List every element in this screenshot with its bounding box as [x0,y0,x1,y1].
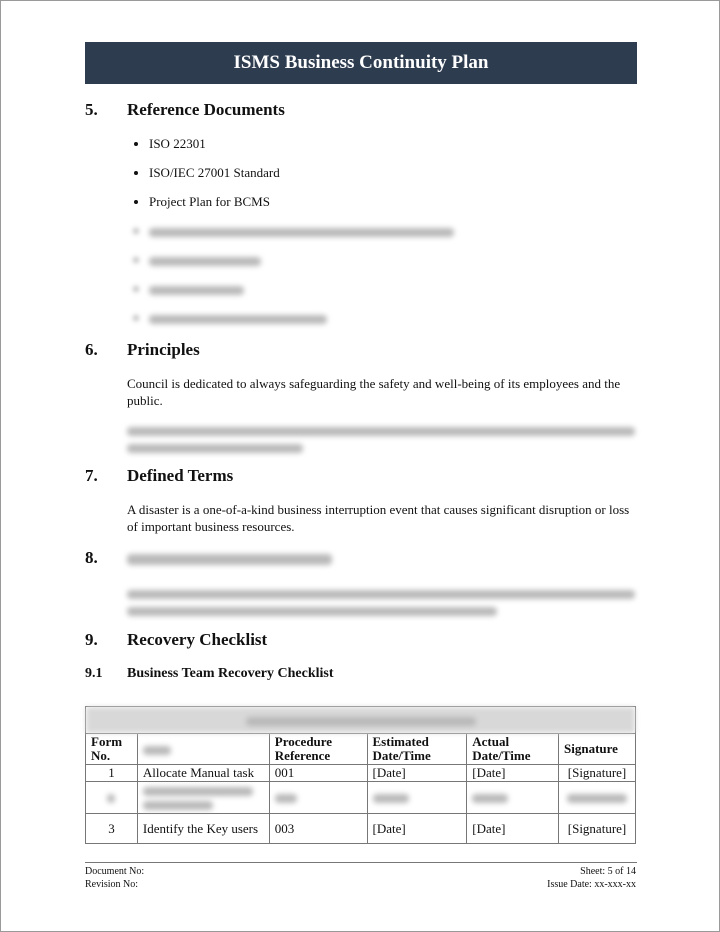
recovery-checklist-table [85,706,636,844]
subsection-9-1-heading [85,666,334,682]
estimated-date-cell: [Date] [367,814,467,844]
form-no-cell: 1 [86,765,138,782]
signature-cell: [Signature] [559,814,636,844]
section-9-heading [85,630,267,650]
blurred-table-caption [86,707,636,734]
blurred-list-item [149,251,454,280]
column-header-actual: Actual Date/Time [467,734,559,765]
document-header [85,42,637,84]
blurred-column-header [137,734,269,765]
actual-date-cell: [Date] [467,765,559,782]
blurred-section-title [127,548,332,567]
section-5-heading [85,100,285,120]
section-number: 9. [85,630,98,649]
document-title: ISMS Business Continuity Plan [233,52,489,73]
footer-divider [85,862,637,863]
blurred-paragraph [127,421,637,455]
blurred-list-item [149,280,454,309]
section-number: 7. [85,466,98,485]
table-row [86,765,636,782]
table-row [86,814,636,844]
subsection-number: 9.1 [85,666,103,681]
table-caption-row [86,707,636,734]
principles-paragraph: Council is dedicated to always safeguarding the safety and well-being of its employees and the public. [127,376,621,408]
blurred-list-item [149,309,454,338]
column-header-procedure-reference: Procedure Reference [269,734,367,765]
section-title: Principles [127,340,200,359]
blurred-table-row [86,782,636,814]
blurred-paragraph [127,584,637,618]
column-header-estimated: Estimated Date/Time [367,734,467,765]
document-number: Document No: [85,866,145,877]
section-8-heading [85,548,332,568]
table-header-row [86,734,636,765]
form-no-cell: 3 [86,814,138,844]
procedure-reference-cell: 003 [269,814,367,844]
section-6-heading [85,340,200,360]
list-item: • Project Plan for BCMS [149,193,454,222]
column-header-form-no: Form No. [86,734,138,765]
issue-date: Issue Date: xx-xxx-xx [547,879,636,890]
reference-documents-list [127,135,454,338]
section-number: 6. [85,340,98,359]
section-number: 5. [85,100,98,119]
column-header-signature: Signature [559,734,636,765]
footer-left [85,865,144,891]
revision-number: Revision No: [85,879,139,890]
section-7-heading [85,466,233,486]
sheet-number: Sheet: 5 of 14 [580,866,636,877]
list-item: • ISO/IEC 27001 Standard [149,164,454,193]
blurred-list-item [149,222,454,251]
section-number: 8. [85,548,98,567]
signature-cell: [Signature] [559,765,636,782]
actual-date-cell: [Date] [467,814,559,844]
subsection-title: Business Team Recovery Checklist [127,666,334,681]
defined-terms-paragraph: A disaster is a one-of-a-kind business interruption event that causes significant disruption or loss of important business resources. [127,502,630,534]
section-title: Recovery Checklist [127,630,268,649]
list-item: • ISO 22301 [149,135,454,164]
footer-right [547,865,636,891]
task-cell: Allocate Manual task [137,765,269,782]
task-cell: Identify the Key users [137,814,269,844]
procedure-reference-cell: 001 [269,765,367,782]
section-title: Reference Documents [127,100,285,119]
estimated-date-cell: [Date] [367,765,467,782]
section-title: Defined Terms [127,466,234,485]
